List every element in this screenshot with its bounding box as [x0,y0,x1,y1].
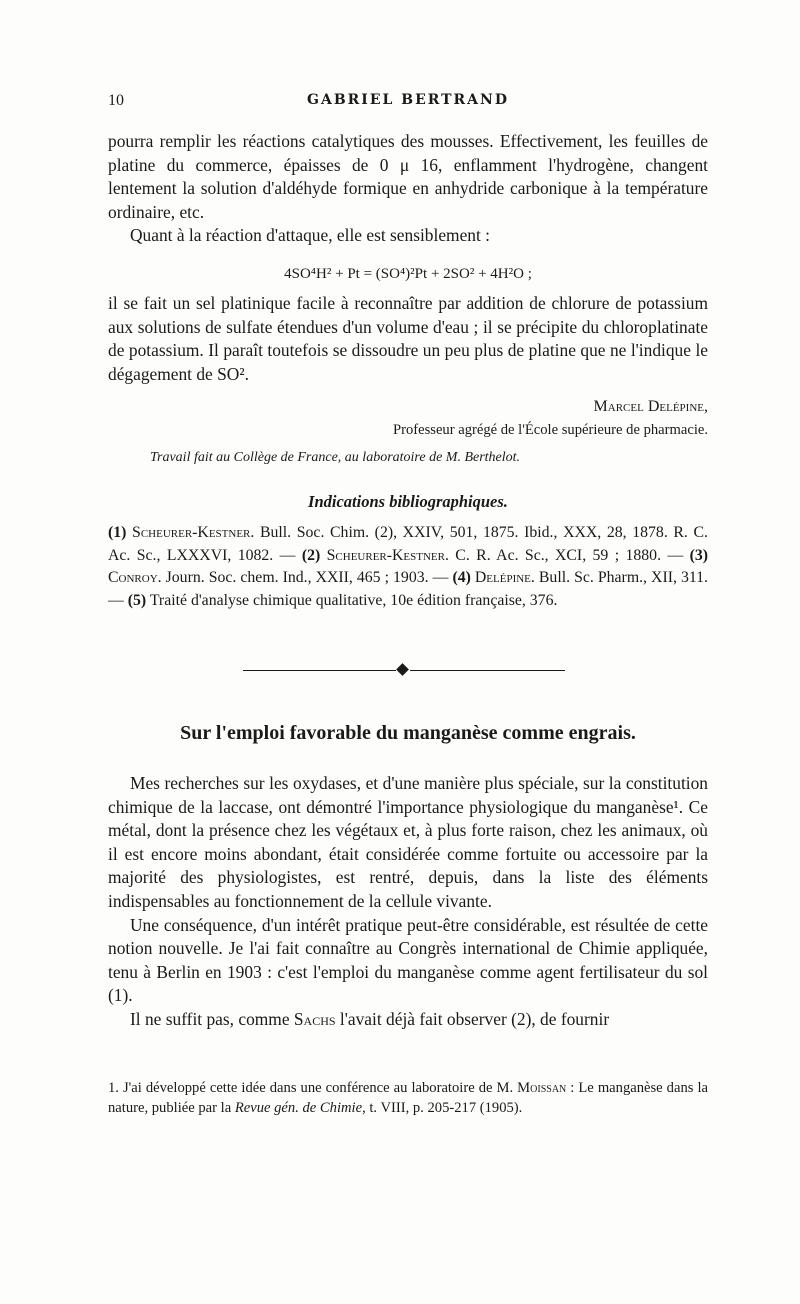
ref-1-author: Scheurer-Kestner. [132,524,255,541]
running-head: GABRIEL BERTRAND [307,92,509,108]
ref-5-text: Traité d'analyse chimique qualitative, 10e édition française, 376. [146,591,558,609]
section-paragraph-3 [108,1008,708,1032]
footnote [108,1078,708,1118]
ref-5-number: (5) [127,591,147,609]
ref-4-number: (4) [452,569,471,587]
section-paragraph-2: Une conséquence, d'un intérêt pratique peut-être considérable, est résultée de cette notion nouvelle. Je l'ai fait connaître au Congrès international de Chimie appliquée, tenu à Berlin en 1903 : c'est l'emploi du manganèse comme agent fertilisateur du sol (1). [108,914,708,1006]
equation: 4SO⁴H² + Pt = (SO⁴)²Pt + 2SO² + 4H²O ; [284,266,532,282]
ref-2-text: C. R. Ac. Sc., XCI, 59 ; 1880. — [448,546,690,564]
separator-diamond-icon [396,663,409,676]
ref-3-text: Journ. Soc. chem. Ind., XXII, 465 ; 1903. — [161,569,453,587]
intro-paragraph-1: pourra remplir les réactions catalytiques des mousses. Effectivement, les feuilles de platine du commerce, épaisses de 0 μ 16, enflamment l'hydrogène, changent lentement la solution d'aldéhyde formique en anhydride carbonique à la température ordinaire, etc. [108,131,708,222]
section-paragraph-3-a: Il ne suffit pas, comme [130,1008,294,1029]
page-header [108,92,708,116]
ref-1-number: (1) [108,524,127,541]
section-paragraph-1: Mes recherches sur les oxydases, et d'une manière plus spéciale, sur la constitution chimique de la laccase, ont démontré l'importance physiologique du manganèse¹. Ce métal, dont la présence chez les végétaux et, à plus forte raison, chez les animaux, où il est encore moins abondant, était considérée comme fortuite ou accessoire par la majorité des physiologistes, est rentré, depuis, dans la liste des éléments indispensables au fonctionnement de la cellule vivante. [108,773,708,911]
footnote-text-a: 1. J'ai développé cette idée dans une conférence au laboratoire de M. [108,1080,518,1096]
references-list [108,522,708,612]
references-title: Indications bibliographiques. [308,492,508,511]
signature-name: Marcel Delépine, [593,398,708,415]
footnote-author: Moissan [517,1080,567,1096]
intro-paragraph-2: Quant à la réaction d'attaque, elle est sensiblement : [130,225,490,246]
separator-line-right [410,670,565,671]
intro-block [108,130,708,248]
intro-block-2 [108,292,708,386]
footnote-journal: Revue gén. de Chimie [234,1100,363,1117]
section-separator [243,665,565,677]
intro-paragraph-3: il se fait un sel platinique facile à reconnaître par addition de chlorure de potassium aux solutions de sulfate étendues d'un volume d'eau ; il se précipite du chloroplatinate de potassium. Il paraît toutefois se dissoudre un peu plus de platine que ne l'indique le dégagement de SO². [108,293,708,384]
ref-4-text: Bull. Sc. Pharm., XII, 311. — [108,569,708,609]
section-paragraph-3-b: l'avait déjà fait observer (2), de fournir [335,1008,610,1029]
separator-line-left [243,670,396,671]
ref-3-author: Conroy. [108,569,162,587]
ref-3-number: (3) [689,546,708,564]
footnote-text-b: : Le manganèse dans la nature, publiée par la [108,1080,708,1117]
ref-2-number: (2) [301,546,321,564]
sachs-author: Sachs [293,1008,336,1029]
footnote-text-c: , t. VIII, p. 205-217 (1905). [362,1100,523,1117]
lab-note: Travail fait au Collège de France, au laboratoire de M. Berthelot. [150,450,521,465]
ref-1-text: Bull. Soc. Chim. (2), XXIV, 501, 1875. Ibid., XXX, 28, 1878. R. C. Ac. Sc., LXXXVI, 1082. — [108,524,708,564]
signature-title: Professeur agrégé de l'École supérieure de pharmacie. [392,422,708,438]
page-number: 10 [108,92,124,109]
section-body [108,772,708,1032]
ref-4-author: Delépine. [474,569,535,587]
section-title: Sur l'emploi favorable du manganèse comme engrais. [180,722,636,744]
ref-2-author: Scheurer-Kestner. [326,546,449,564]
